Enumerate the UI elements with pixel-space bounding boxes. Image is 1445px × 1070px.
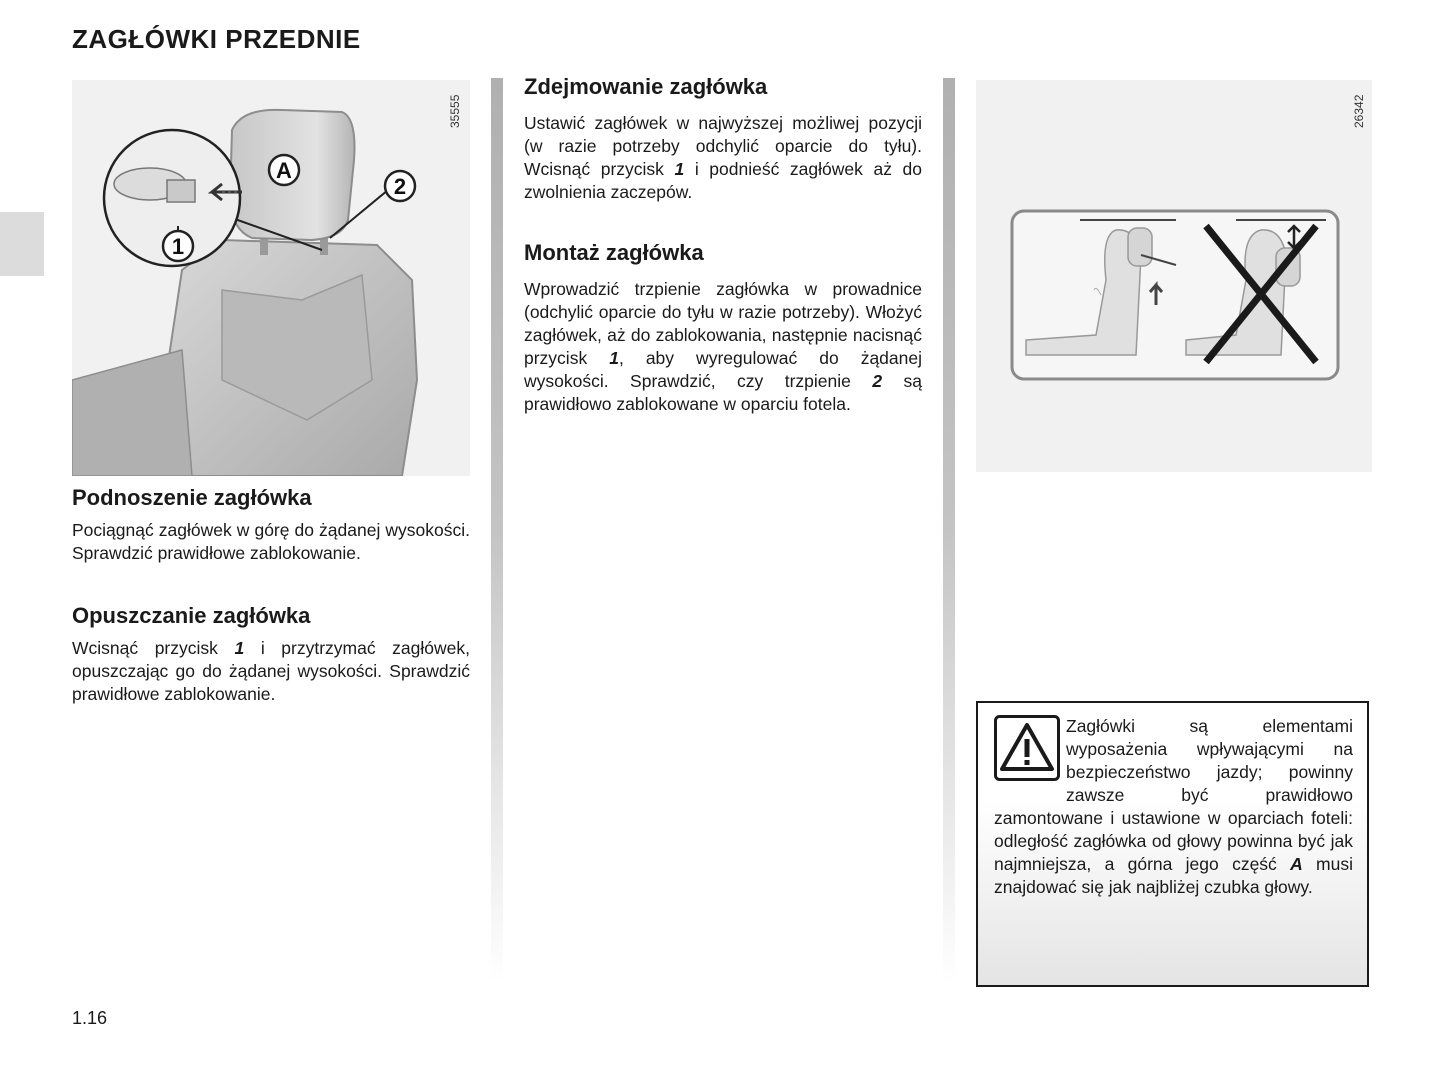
section-title-lower: Opuszczanie zagłówka [72, 603, 311, 628]
section-text-raise: Pociągnąć zagłówek w górę do żądanej wysokości. Sprawdzić prawidłowe zablokowanie. [72, 520, 470, 563]
column-separator-1 [491, 78, 503, 983]
page-number: 1.16 [72, 1008, 108, 1028]
column-middle [524, 74, 922, 416]
column-right [976, 80, 1372, 472]
warning-text: Zagłówki są elementami wyposażenia wpływającymi na bezpieczeństwo jazdy; powinny zawsze być prawidłowo zamontowane i ustawione w oparciach foteli: odległość zagłówka od głowy powinna być jak najmniejsza, a górna jego część A musi znajdować się jak najbliżej czubka głowy. [994, 716, 1354, 897]
headrest-seat-illustration [72, 80, 470, 476]
figure-code: 26342 [1352, 94, 1366, 128]
section-title-mount: Montaż zagłówka [524, 240, 704, 265]
headrest-position-illustration [976, 80, 1372, 472]
section-text-mount: Wprowadzić trzpienie zagłówka w prowadnice (odchylić oparcie do tyłu w razie potrzeby). Włożyć zagłówek, aż do zablokowania, następnie nacisnąć przycisk 1, aby wyregulować do żądanej wysokości. Sprawdzić, czy trzpienie 2 są prawidłowo zablokowane w oparciu fotela. [524, 279, 923, 414]
section-text-remove: Ustawić zagłówek w najwyższej możliwej pozycji (w razie potrzeby odchylić oparcie do tyłu). Wcisnąć przycisk 1 i podnieść zagłówek aż do zwolnienia zaczepów. [524, 113, 923, 202]
callout-2: 2 [393, 174, 407, 199]
section-text-lower: Wcisnąć przycisk 1 i przytrzymać zagłówek, opuszczając go do żądanej wysokości. Sprawdzić prawidłowe zablokowanie. [72, 638, 471, 704]
section-title-raise: Podnoszenie zagłówka [72, 485, 312, 510]
column-left [72, 80, 470, 706]
callout-1: 1 [171, 234, 185, 259]
column-separator-2 [943, 78, 955, 983]
figure-code: 35555 [448, 94, 462, 128]
page-title: ZAGŁÓWKI PRZEDNIE [72, 24, 361, 54]
section-title-remove: Zdejmowanie zagłówka [524, 74, 768, 99]
section-tab [0, 212, 44, 276]
callout-a: A [276, 158, 292, 183]
warning-triangle-icon [994, 715, 1066, 787]
warning-box [976, 701, 1369, 987]
